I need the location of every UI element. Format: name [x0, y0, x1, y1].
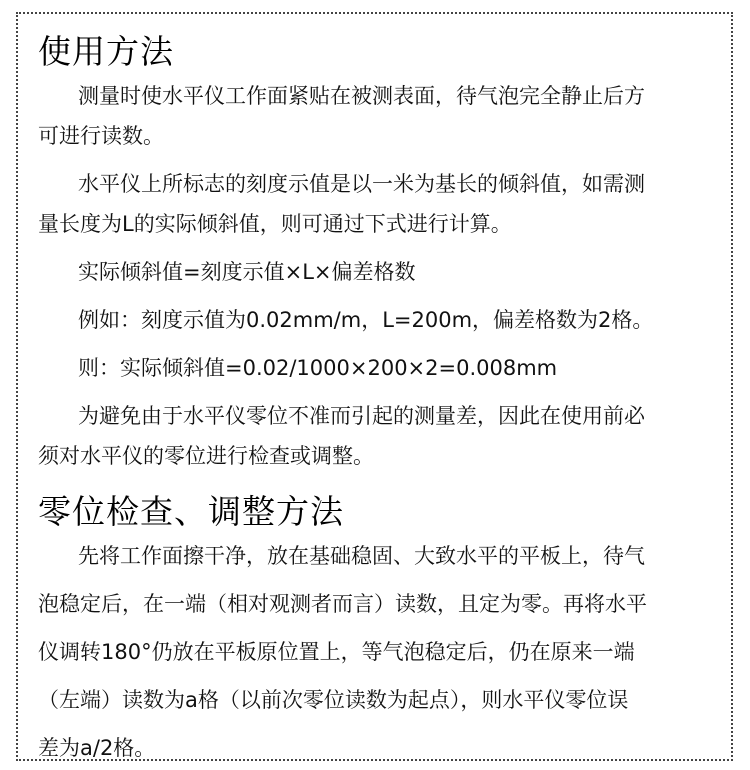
paragraph-line: 水平仪上所标志的刻度示值是以一米为基长的倾斜值，如需测	[78, 172, 645, 196]
section-heading-usage: 使用方法	[38, 32, 174, 71]
formula-line: 实际倾斜值=刻度示值×L×偏差格数	[78, 260, 416, 284]
section-heading-zero-check: 零位检查、调整方法	[38, 492, 344, 531]
instructions-content	[38, 28, 738, 768]
paragraph-line: 仪调转180°仍放在平板原位置上，等气泡稳定后，仍在原来一端	[38, 640, 635, 664]
paragraph-line: 为避免由于水平仪零位不准而引起的测量差，因此在使用前必	[78, 404, 645, 428]
paragraph-line: 须对水平仪的零位进行检查或调整。	[38, 444, 374, 468]
section-usage	[38, 28, 738, 476]
paragraph-line: 先将工作面擦干净，放在基础稳固、大致水平的平板上，待气	[78, 544, 645, 568]
result-line: 则：实际倾斜值=0.02/1000×200×2=0.008mm	[78, 356, 558, 380]
paragraph-line: 可进行读数。	[38, 124, 164, 148]
example-line: 例如：刻度示值为0.02mm/m，L=200m，偏差格数为2格。	[78, 308, 654, 332]
paragraph-line: 泡稳定后，在一端（相对观测者而言）读数，且定为零。再将水平	[38, 592, 647, 616]
paragraph-line: 差为a/2格。	[38, 736, 156, 760]
paragraph-line: 量长度为L的实际倾斜值，则可通过下式进行计算。	[38, 212, 512, 236]
section-zero-check	[38, 488, 738, 768]
paragraph-line: （左端）读数为a格（以前次零位读数为起点），则水平仪零位误	[38, 688, 629, 712]
paragraph-line: 测量时使水平仪工作面紧贴在被测表面，待气泡完全静止后方	[78, 84, 645, 108]
